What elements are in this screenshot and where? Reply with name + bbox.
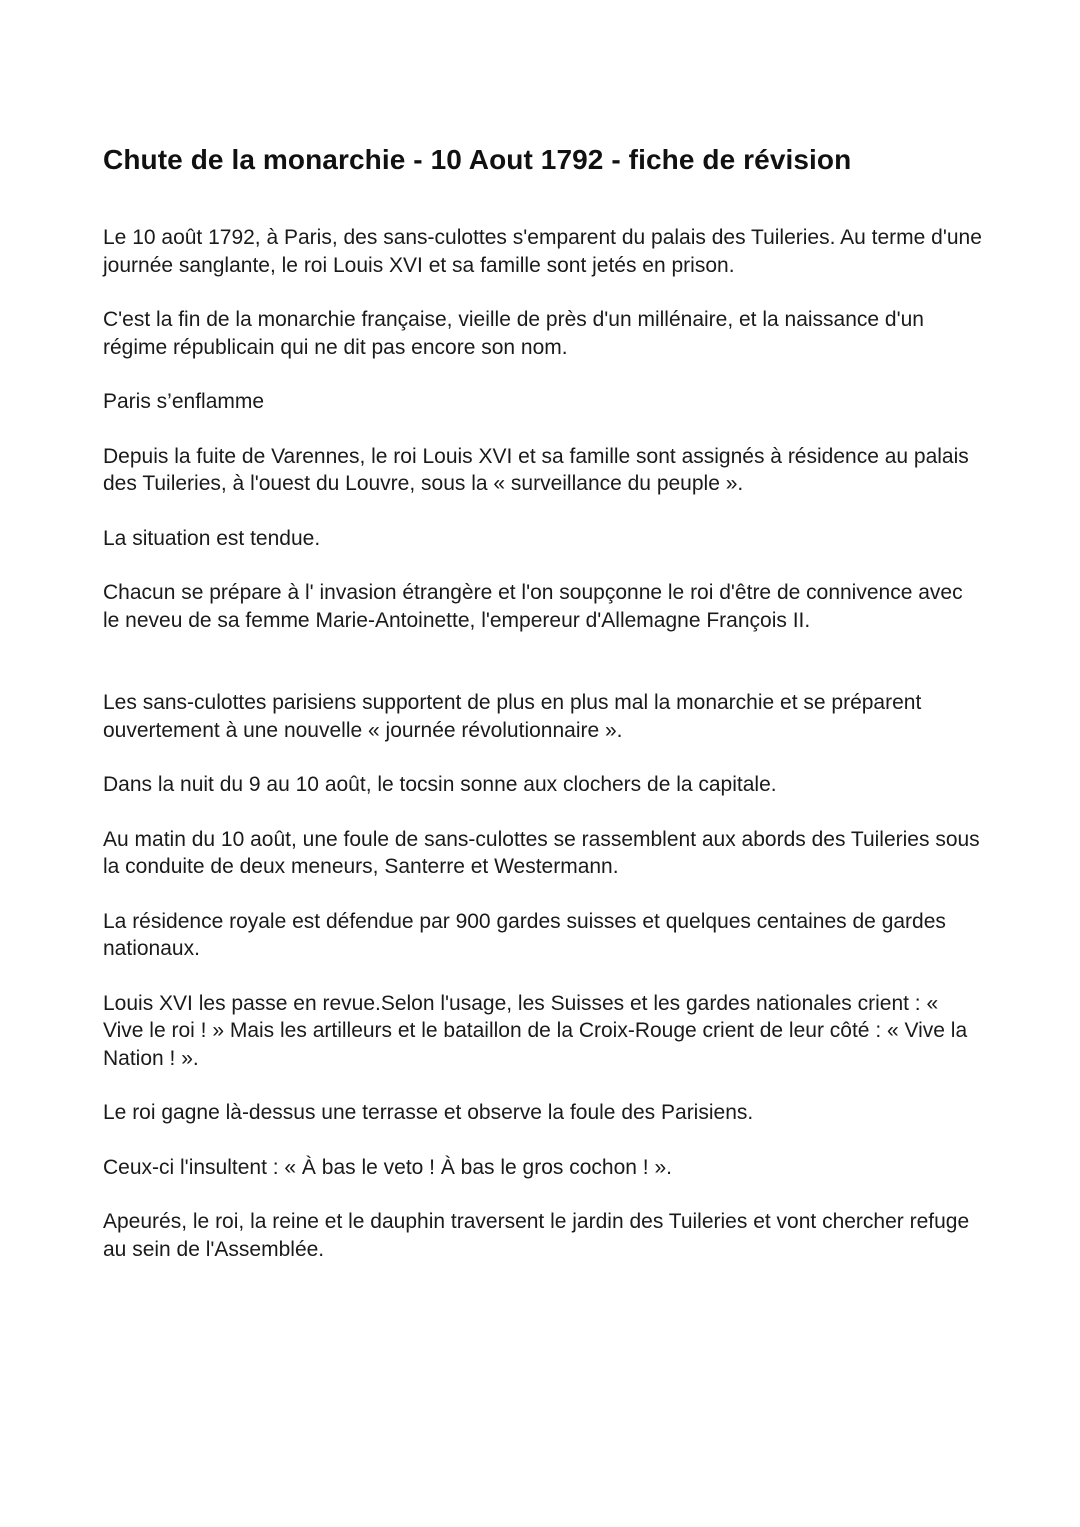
paragraph-terrasse: Le roi gagne là-dessus une terrasse et observe la foule des Parisiens. — [103, 1101, 754, 1124]
paragraph-refuge: Apeurés, le roi, la reine et le dauphin traversent le jardin des Tuileries et vont chercher refuge au sein de l'Assemblée. — [103, 1210, 970, 1261]
document-title: Chute de la monarchie - 10 Aout 1792 - fiche de révision — [103, 144, 852, 175]
paragraph-defense: La résidence royale est défendue par 900 gardes suisses et quelques centaines de gardes nationaux. — [103, 909, 946, 960]
paragraph-situation: La situation est tendue. — [103, 526, 321, 550]
paragraph-intro: Le 10 août 1792, à Paris, des sans-culottes s'emparent du palais des Tuileries. Au terme d'une journée sanglante, le roi Louis XVI et sa famille sont jetés en prison. — [103, 226, 982, 277]
paragraph-matin: Au matin du 10 août, une foule de sans-culottes se rassemblent aux abords des Tuileries sous la conduite de deux meneurs, Santerre et Westermann. — [103, 827, 980, 878]
paragraph-invasion: Chacun se prépare à l' invasion étrangère et l'on soupçonne le roi d'être de connivence avec le neveu de sa femme Marie-Antoinette, l'empereur d'Allemagne François II. — [103, 581, 963, 632]
section-heading-paris: Paris s’enflamme — [103, 390, 265, 413]
paragraph-tocsin: Dans la nuit du 9 au 10 août, le tocsin sonne aux clochers de la capitale. — [103, 773, 777, 796]
paragraph-varennes: Depuis la fuite de Varennes, le roi Louis XVI et sa famille sont assignés à résidence au palais des Tuileries, à l'ouest du Louvre, sous la « surveillance du peuple ». — [103, 444, 969, 495]
paragraph-sans-culottes: Les sans-culottes parisiens supportent de plus en plus mal la monarchie et se préparent ouvertement à une nouvelle « journée révolutionnaire ». — [103, 691, 922, 742]
document-page — [103, 138, 983, 1290]
paragraph-revue: Louis XVI les passe en revue.Selon l'usage, les Suisses et les gardes nationales crient : « Vive le roi ! » Mais les artilleurs et le bataillon de la Croix-Rouge crient de leur côté : « Vive la Nation ! ». — [103, 991, 968, 1070]
paragraph-insultes: Ceux-ci l'insultent : « À bas le veto ! À bas le gros cochon ! ». — [103, 1155, 672, 1179]
paragraph-fin-monarchie: C'est la fin de la monarchie française, vieille de près d'un millénaire, et la naissance d'un régime républicain qui ne dit pas encore son nom. — [103, 308, 924, 359]
document-body — [103, 224, 983, 1263]
